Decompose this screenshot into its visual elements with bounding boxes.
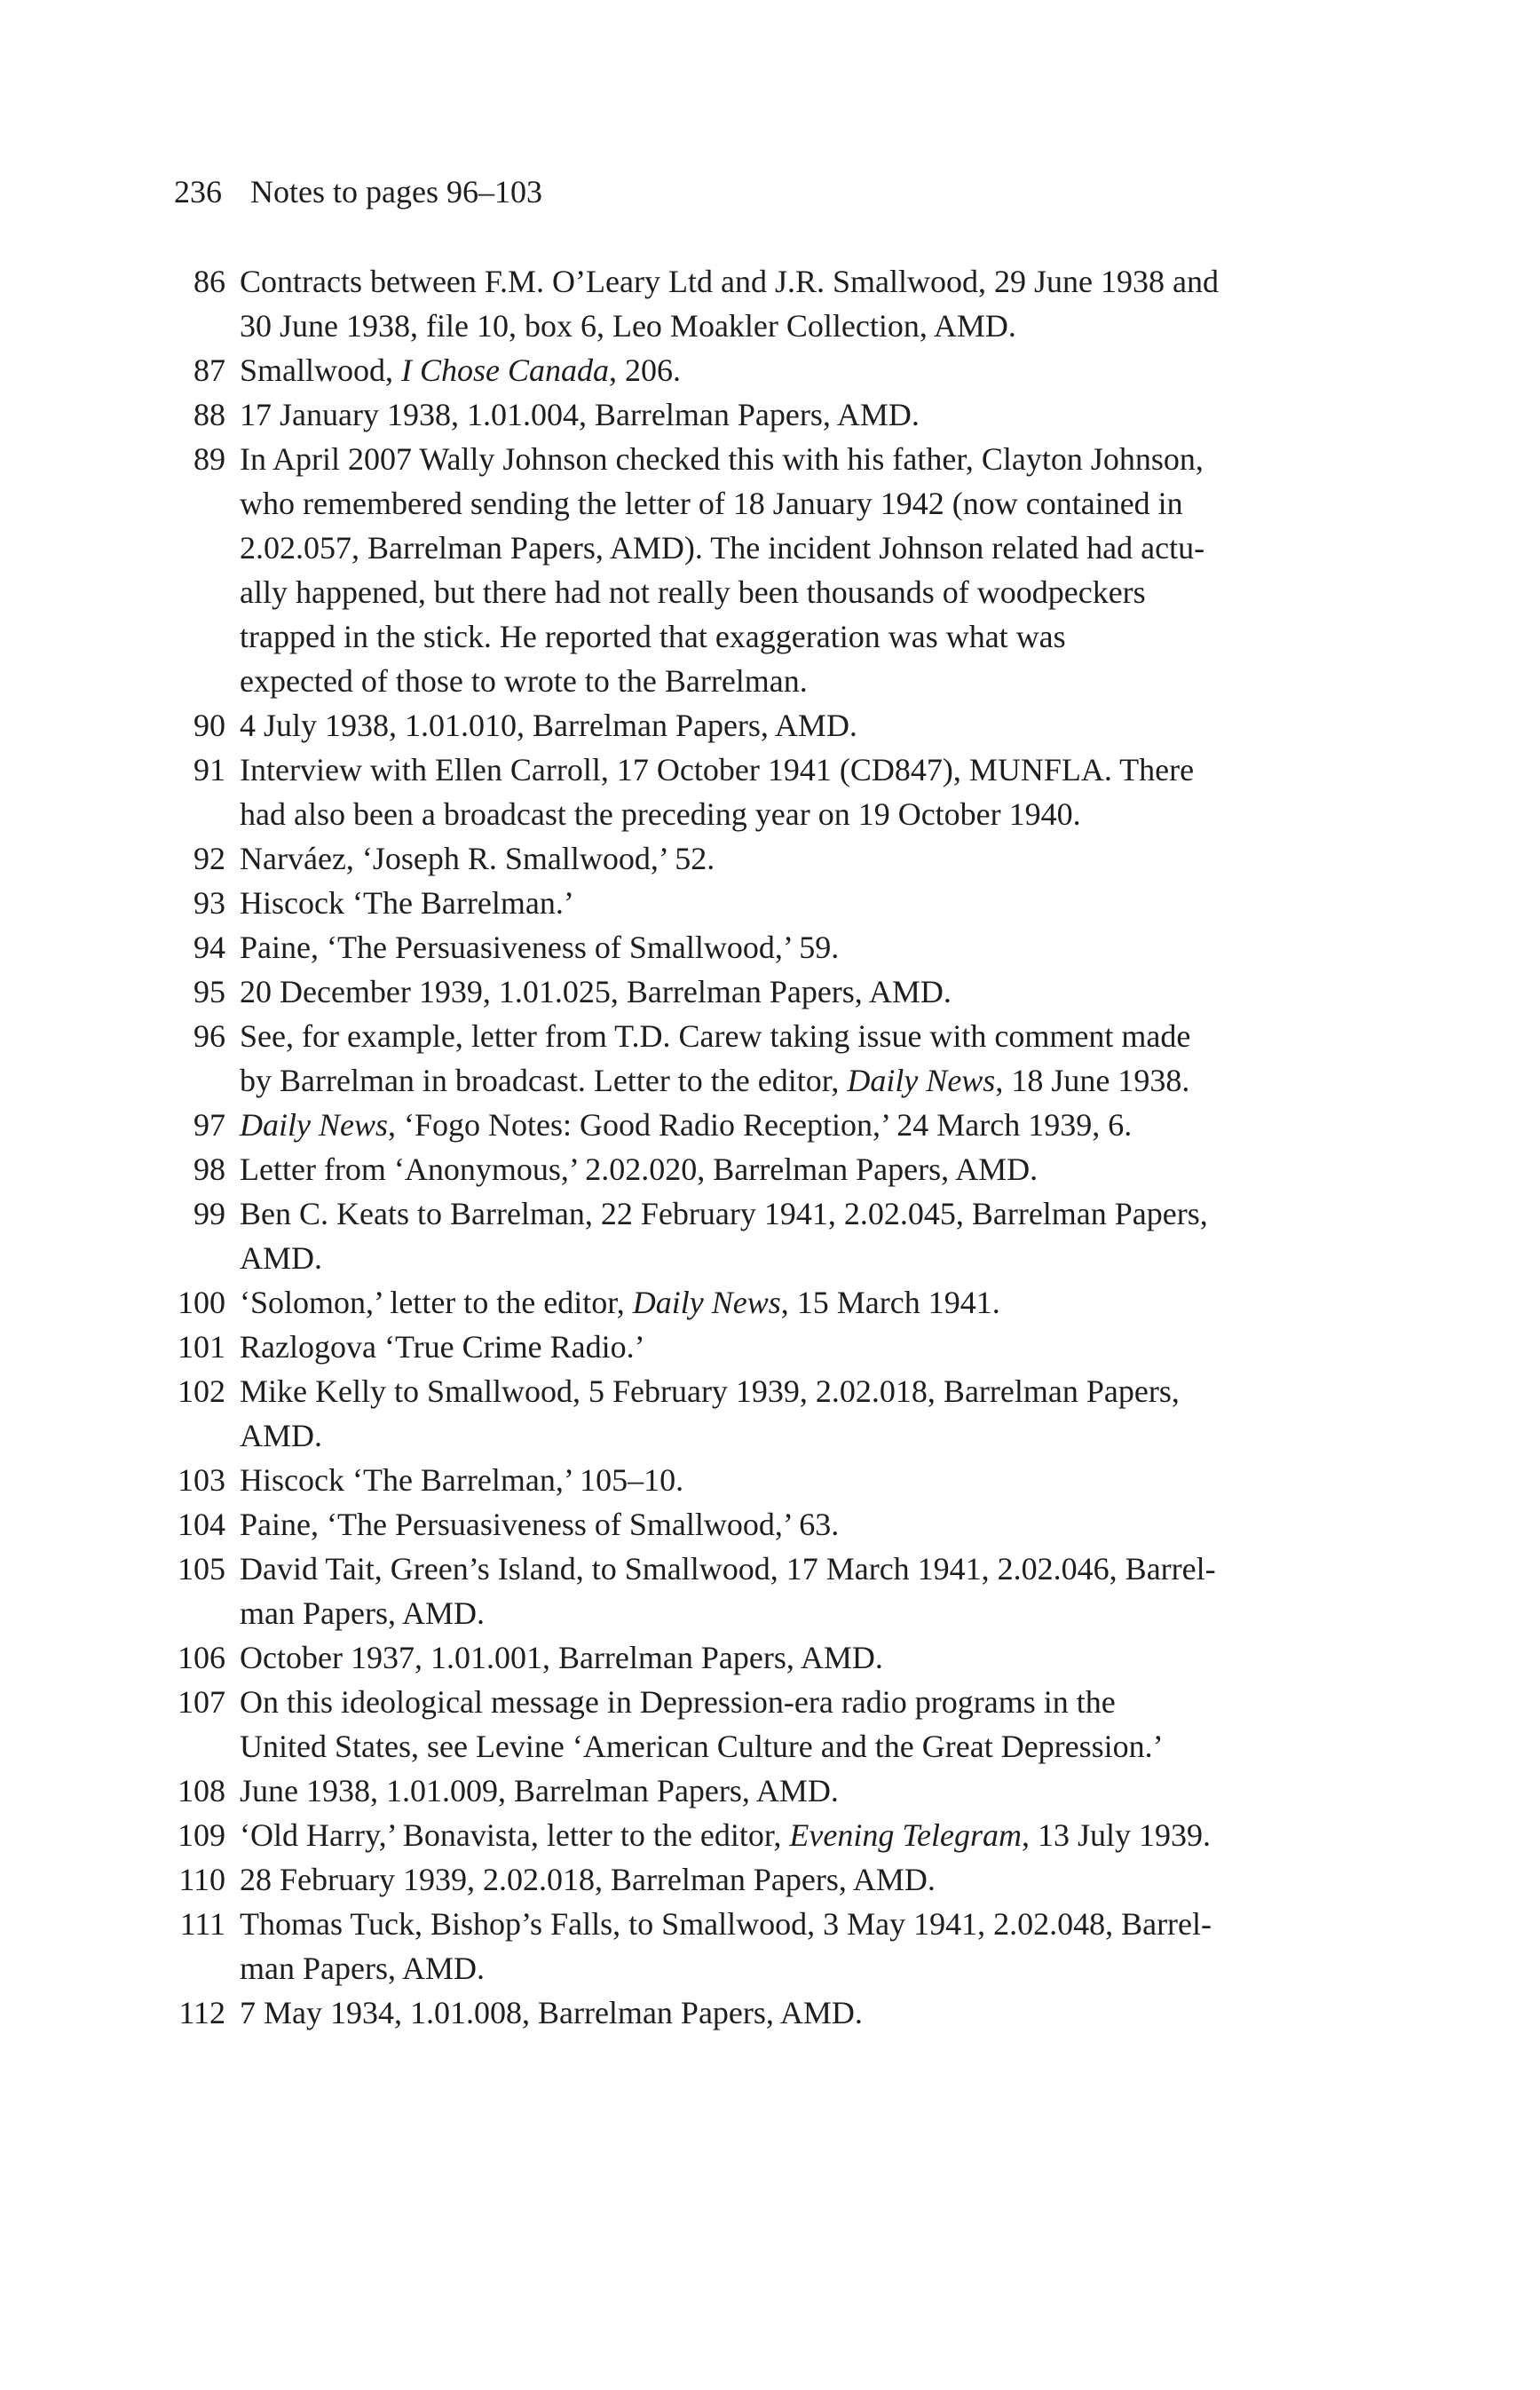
endnote	[174, 1547, 1337, 1635]
endnote	[174, 392, 1337, 437]
endnote-text	[240, 1196, 1208, 1276]
endnote	[174, 1191, 1337, 1280]
endnote-text	[240, 930, 839, 965]
endnote	[174, 437, 1337, 703]
endnote	[174, 1990, 1337, 2035]
endnote-number: 101	[178, 1329, 225, 1365]
endnote-number: 95	[193, 974, 225, 1009]
endnote	[174, 1147, 1337, 1191]
endnote	[174, 1502, 1337, 1547]
endnote-italic-title: Daily News	[632, 1285, 781, 1320]
endnote-text	[240, 1462, 683, 1498]
endnote-number: 111	[179, 1906, 225, 1942]
endnote-text-main: David Tait, Green’s Island, to Smallwood, 17 March 1941, 2.02.046, Barrel- man Papers, AMD.	[240, 1551, 1216, 1631]
endnote-text-main: Mike Kelly to Smallwood, 5 February 1939, 2.02.018, Barrelman Papers, AMD.	[240, 1373, 1180, 1453]
endnote-text-after: , 206.	[609, 352, 682, 388]
endnote-number: 90	[193, 708, 225, 743]
endnote	[174, 1902, 1337, 1990]
endnote-text	[240, 752, 1194, 832]
endnote-text	[240, 397, 920, 432]
endnote	[174, 836, 1337, 881]
endnote-text-main: Paine, ‘The Persuasiveness of Smallwood,’ 59.	[240, 930, 840, 965]
endnote-number: 99	[193, 1196, 225, 1231]
endnote	[174, 1280, 1337, 1325]
endnote-text	[240, 1640, 883, 1675]
endnote-text	[240, 1285, 1000, 1320]
endnote-number: 103	[178, 1462, 225, 1498]
endnote	[174, 1635, 1337, 1680]
endnote-text-main: Narváez, ‘Joseph R. Smallwood,’ 52.	[240, 841, 715, 876]
endnote-italic-title: Daily News	[240, 1107, 388, 1143]
endnote-text-main: 7 May 1934, 1.01.008, Barrelman Papers, AMD.	[240, 1995, 863, 2030]
endnote-text-after: , 15 March 1941.	[780, 1285, 1000, 1320]
endnote-italic-title: I Chose Canada	[401, 352, 610, 388]
endnote-text	[240, 1773, 839, 1808]
endnote	[174, 259, 1337, 348]
endnote-text-main: Paine, ‘The Persuasiveness of Smallwood,’ 63.	[240, 1507, 840, 1542]
endnote	[174, 1857, 1337, 1902]
running-head	[174, 170, 542, 213]
endnote-text-main: 4 July 1938, 1.01.010, Barrelman Papers, AMD.	[240, 708, 857, 743]
endnote-text-main: October 1937, 1.01.001, Barrelman Papers, AMD.	[240, 1640, 883, 1675]
endnote	[174, 703, 1337, 748]
endnote	[174, 1014, 1337, 1103]
endnote-text-main: 17 January 1938, 1.01.004, Barrelman Papers, AMD.	[240, 397, 920, 432]
endnote-number: 105	[178, 1551, 225, 1587]
running-head-title: Notes to pages 96–103	[250, 174, 542, 210]
endnote-text-main: ‘Old Harry,’ Bonavista, letter to the editor,	[240, 1817, 790, 1853]
endnote-number: 86	[193, 264, 225, 299]
endnote-text	[240, 885, 574, 921]
endnote-number: 89	[193, 441, 225, 477]
page-number: 236	[174, 174, 222, 210]
endnote-text-main: Hiscock ‘The Barrelman,’ 105–10.	[240, 1462, 684, 1498]
endnote-number: 109	[178, 1817, 225, 1853]
endnote-text-main: Hiscock ‘The Barrelman.’	[240, 885, 574, 921]
endnote-text	[240, 1107, 1132, 1143]
endnote-text	[240, 1817, 1211, 1853]
endnote-text	[240, 708, 857, 743]
endnote	[174, 1680, 1337, 1769]
endnote-text-main: June 1938, 1.01.009, Barrelman Papers, AMD.	[240, 1773, 839, 1808]
endnote-text	[240, 1507, 839, 1542]
endnote-text-main: Razlogova ‘True Crime Radio.’	[240, 1329, 645, 1365]
endnote-text	[240, 264, 1219, 344]
endnote	[174, 1103, 1337, 1147]
endnote-number: 104	[178, 1507, 225, 1542]
endnote-text-main: In April 2007 Wally Johnson checked this with his father, Clayton Johnson, who remembered sending the letter of 18 January 1942 (now contained in 2.02.057, Barrelman Papers, AMD). The incident Johnson related had actu- ally happened, but there had not really been thousands of woodpeckers trapped in the stick. He reported that exaggeration was what was expected of those to wrote to the Barrelman.	[240, 441, 1205, 699]
endnote-text-main: On this ideological message in Depression-era radio programs in the United States, see Levine ‘American Culture and the Great Depression.’	[240, 1684, 1164, 1764]
endnote-text	[240, 1018, 1190, 1098]
endnote-text	[240, 1862, 936, 1897]
endnote	[174, 969, 1337, 1014]
endnote-text-main: See, for example, letter from T.D. Carew taking issue with comment made by Barrelman in broadcast. Letter to the editor,	[240, 1018, 1191, 1098]
endnote-text-main: 20 December 1939, 1.01.025, Barrelman Papers, AMD.	[240, 974, 952, 1009]
endnote-number: 100	[178, 1285, 225, 1320]
endnote-text	[240, 1684, 1164, 1764]
endnote-text-main: Interview with Ellen Carroll, 17 October 1941 (CD847), MUNFLA. There had also been a broadcast the preceding year on 19 October 1940.	[240, 752, 1195, 832]
endnote	[174, 1813, 1337, 1857]
endnote-text	[240, 841, 715, 876]
endnote	[174, 348, 1337, 392]
endnote-number: 102	[178, 1373, 225, 1409]
endnote-text	[240, 974, 952, 1009]
endnote-text-main: Ben C. Keats to Barrelman, 22 February 1941, 2.02.045, Barrelman Papers, AMD.	[240, 1196, 1208, 1276]
endnote-text	[240, 1373, 1180, 1453]
endnote-italic-title: Daily News	[847, 1063, 996, 1098]
endnote-number: 92	[193, 841, 225, 876]
endnote-text	[240, 1329, 645, 1365]
endnote-text	[240, 1995, 863, 2030]
endnote	[174, 1369, 1337, 1458]
endnote	[174, 881, 1337, 925]
endnote-text-main: Thomas Tuck, Bishop’s Falls, to Smallwood, 3 May 1941, 2.02.048, Barrel- man Papers, AMD.	[240, 1906, 1212, 1986]
endnote	[174, 1769, 1337, 1813]
endnote-number: 108	[178, 1773, 225, 1808]
endnote-number: 97	[193, 1107, 225, 1143]
endnote-text	[240, 1151, 1038, 1187]
endnote-text	[240, 441, 1204, 699]
endnote-italic-title: Evening Telegram	[789, 1817, 1023, 1853]
endnote-text-main: Smallwood,	[240, 352, 402, 388]
endnote-text-main: ‘Solomon,’ letter to the editor,	[240, 1285, 633, 1320]
endnote-number: 93	[193, 885, 225, 921]
endnote-text-after: , 18 June 1938.	[995, 1063, 1190, 1098]
endnote-text	[240, 1906, 1212, 1986]
endnote-number: 107	[178, 1684, 225, 1720]
endnote	[174, 925, 1337, 969]
endnote	[174, 1325, 1337, 1369]
endnote	[174, 748, 1337, 836]
endnote-text-main: Letter from ‘Anonymous,’ 2.02.020, Barrelman Papers, AMD.	[240, 1151, 1039, 1187]
endnotes-list	[174, 259, 1337, 2035]
endnote-number: 112	[178, 1995, 225, 2030]
endnote-number: 110	[178, 1862, 225, 1897]
endnote-text-after: , 13 July 1939.	[1022, 1817, 1212, 1853]
endnote-number: 87	[193, 352, 225, 388]
endnote-number: 91	[193, 752, 225, 787]
endnote-text	[240, 1551, 1216, 1631]
endnote-number: 106	[178, 1640, 225, 1675]
endnote-number: 96	[193, 1018, 225, 1054]
endnote-number: 94	[193, 930, 225, 965]
endnote-text-after: , ‘Fogo Notes: Good Radio Reception,’ 24 March 1939, 6.	[388, 1107, 1133, 1143]
endnote	[174, 1458, 1337, 1502]
endnote-text-main: 28 February 1939, 2.02.018, Barrelman Papers, AMD.	[240, 1862, 936, 1897]
endnote-number: 98	[193, 1151, 225, 1187]
endnote-text-main: Contracts between F.M. O’Leary Ltd and J.R. Smallwood, 29 June 1938 and 30 June 1938, file 10, box 6, Leo Moakler Collection, AMD.	[240, 264, 1219, 344]
endnote-text	[240, 352, 681, 388]
endnote-number: 88	[193, 397, 225, 432]
